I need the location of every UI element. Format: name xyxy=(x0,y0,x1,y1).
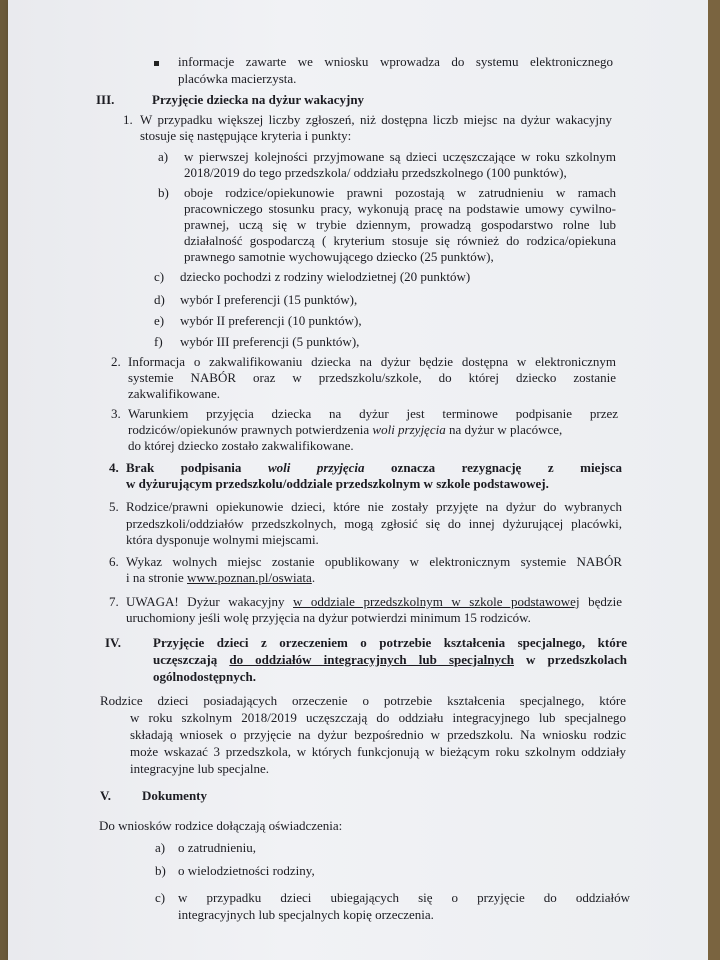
subitem-text: integracyjnych lub specjalnych kopię orzeczenia. xyxy=(178,907,434,922)
paragraph-line: Do wniosków rodzice dołączają oświadczenia: xyxy=(99,818,343,833)
paragraph-line: integracyjne lub specjalne. xyxy=(130,761,269,776)
bullet-text-line: informacje zawarte we wniosku wprowadza do systemu elektronicznego xyxy=(178,54,613,69)
item-number: 2. xyxy=(111,354,121,369)
section-numeral: IV. xyxy=(105,635,122,650)
section-title: Przyjęcie dzieci z orzeczeniem o potrzebie kształcenia specjalnego, które xyxy=(153,635,627,650)
item-number: 6. xyxy=(109,554,119,569)
background-table-edge xyxy=(708,0,720,960)
item-text: Warunkiem przyjęcia dziecka na dyżur jest terminowe podpisanie przez xyxy=(128,406,618,421)
subitem-marker: a) xyxy=(155,840,166,855)
item-number: 3. xyxy=(111,406,121,421)
subitem-text: o wielodzietności rodziny, xyxy=(178,863,315,878)
paragraph-line: w roku szkolnym 2018/2019 uczęszczają do oddziału integracyjnego lub specjalnego xyxy=(130,710,626,725)
document-page xyxy=(8,0,708,960)
subitem-marker: f) xyxy=(154,334,163,349)
subitem-marker: c) xyxy=(154,269,165,284)
item-text: W przypadku większej liczby zgłoszeń, niż dostępna liczb miejsc na dyżur wakacyjny xyxy=(140,112,612,127)
subitem-marker: a) xyxy=(158,149,169,164)
item-text: zakwalifikowane. xyxy=(128,386,221,401)
subitem-text: w pierwszej kolejności przyjmowane są dzieci uczęszczające w roku szkolnym xyxy=(184,149,616,164)
section-numeral: V. xyxy=(100,788,111,803)
subitem-marker: c) xyxy=(155,890,166,905)
item-number: 1. xyxy=(123,112,133,127)
subitem-text: prawnego samotnie wychowującego dziecko (25 punktów), xyxy=(184,249,494,264)
item-text: Brak podpisania woli przyjęcia oznacza rezygnację z miejsca xyxy=(126,460,622,475)
section-title: Przyjęcie dziecka na dyżur wakacyjny xyxy=(152,92,365,107)
item-text: przedszkoli/oddziałów przedszkolnych, mogą zgłosić się do innej dyżurującej placówki, xyxy=(126,516,622,531)
item-text: stosuje się następujące kryteria i punkty: xyxy=(140,128,352,143)
subitem-text: 2018/2019 do tego przedszkola/ oddziału przedszkolnego (100 punktów), xyxy=(184,165,567,180)
section-numeral: III. xyxy=(96,92,115,107)
item-number: 7. xyxy=(109,594,119,609)
link-poznan-oswiata[interactable]: www.poznan.pl/oswiata xyxy=(187,570,312,585)
subitem-text: pracowniczego stosunku pracy, wykonują pracę na podstawie umowy cywilno- xyxy=(184,201,616,216)
subitem-text: oboje rodzice/opiekunowie prawni pozostają w zatrudnieniu w ramach xyxy=(184,185,616,200)
item-text: systemie NABÓR oraz w przedszkolu/szkole, do której dziecko zostanie xyxy=(128,370,616,385)
subitem-text: w przypadku dzieci ubiegających się o przyjęcie do oddziałów xyxy=(178,890,630,905)
item-text: uruchomiony jeśli wolę przyjęcia na dyżur potwierdzi minimum 15 rodziców. xyxy=(126,610,531,625)
paragraph-line: może wskazać 3 przedszkola, w których funkcjonują w bieżącym roku szkolnym oddziały xyxy=(130,744,626,759)
subitem-marker: b) xyxy=(158,185,169,200)
item-text: która dysponuje wolnymi miejscami. xyxy=(126,532,319,547)
bullet-text-line: placówka macierzysta. xyxy=(178,71,297,86)
item-text: Rodzice/prawni opiekunowie dzieci, które nie zostały przyjęte na dyżur do wybranych xyxy=(126,499,622,514)
paragraph-line: Rodzice dzieci posiadających orzeczenie o potrzebie kształcenia specjalnego, które xyxy=(100,693,626,708)
subitem-text: prawnej, uczą się w trybie dziennym, prowadzą gospodarstwo rolne lub xyxy=(184,217,616,232)
item-number: 5. xyxy=(109,499,119,514)
section-title: ogólnodostępnych. xyxy=(153,669,256,684)
item-text: Wykaz wolnych miejsc zostanie opublikowany w elektronicznym systemie NABÓR xyxy=(126,554,622,569)
subitem-text: wybór III preferencji (5 punktów), xyxy=(180,334,360,349)
subitem-marker: e) xyxy=(154,313,165,328)
item-text: Informacja o zakwalifikowaniu dziecka na dyżur będzie dostępna w elektronicznym xyxy=(128,354,616,369)
paragraph-line: składają wniosek o przyjęcie na dyżur bezpośrednio w przedszkolu. Na wniosku rodzic xyxy=(130,727,626,742)
subitem-marker: b) xyxy=(155,863,166,878)
subitem-text: o zatrudnieniu, xyxy=(178,840,256,855)
item-text: do której dziecko zostało zakwalifikowane. xyxy=(128,438,354,453)
section-title: Dokumenty xyxy=(142,788,208,803)
item-text: w dyżurującym przedszkolu/oddziale przedszkolnym w szkole podstawowej. xyxy=(126,476,549,491)
subitem-text: działalność gospodarczą ( kryterium stosuje się również do rodzica/opiekuna xyxy=(184,233,616,248)
subitem-text: wybór II preferencji (10 punktów), xyxy=(180,313,362,328)
bullet-icon xyxy=(154,61,159,66)
subitem-text: dziecko pochodzi z rodziny wielodzietnej (20 punktów) xyxy=(180,269,471,284)
subitem-text: wybór I preferencji (15 punktów), xyxy=(180,292,358,307)
item-number: 4. xyxy=(109,460,119,475)
item-text: UWAGA! Dyżur wakacyjny w oddziale przedszkolnym w szkole podstawowej będzie xyxy=(126,594,623,609)
item-text: rodziców/opiekunów prawnych potwierdzenia woli przyjęcia na dyżur w placówce, xyxy=(128,422,563,437)
item-text: i na stronie www.poznan.pl/oswiata. xyxy=(126,570,316,585)
subitem-marker: d) xyxy=(154,292,165,307)
section-title: uczęszczają do oddziałów integracyjnych lub specjalnych w przedszkolach xyxy=(153,652,627,667)
